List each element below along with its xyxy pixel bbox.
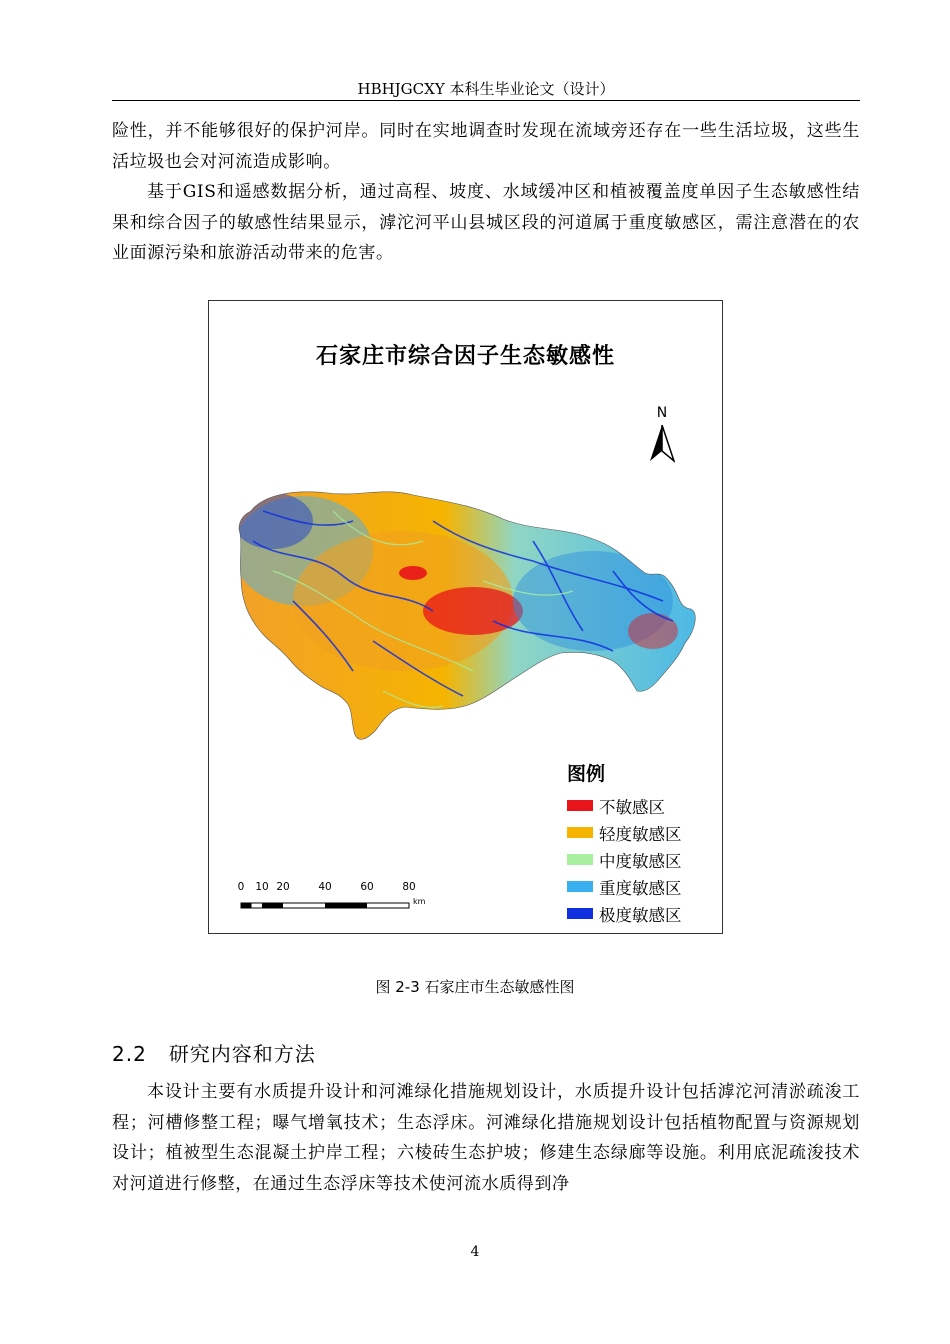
- page-number: 4: [470, 1244, 480, 1260]
- map-title: 石家庄市综合因子生态敏感性: [315, 344, 615, 369]
- paragraph-3: 本设计主要有水质提升设计和河滩绿化措施规划设计，水质提升设计包括滹沱河清淤疏浚工程；河槽修整工程；曝气增氧技术；生态浮床。河滩绿化措施规划设计包括植物配置与资源规划设计；植被型生态混凝土护岸工程；六棱砖生态护坡；修建生态绿廊等设施。利用底泥疏浚技术对河道进行修整，在通过生态浮床等技术使河流水质得到净: [112, 1082, 860, 1194]
- scale-bar-graphic: [237, 902, 417, 910]
- legend-item: [567, 846, 682, 873]
- section-number: 2.2: [112, 1042, 147, 1066]
- legend-item: [567, 819, 682, 846]
- north-arrow: [647, 405, 677, 465]
- map-figure: [208, 300, 723, 934]
- north-arrow-icon: [649, 425, 675, 463]
- scale-tick-label: 40: [318, 881, 332, 893]
- scale-tick-label: 10: [255, 881, 269, 893]
- legend-swatch: [567, 800, 593, 811]
- legend-item: [567, 792, 682, 819]
- scale-bar: [237, 881, 447, 914]
- legend-label: 重度敏感区: [599, 878, 682, 898]
- legend-swatch: [567, 827, 593, 838]
- paragraph-2: 基于GIS和遥感数据分析，通过高程、坡度、水域缓冲区和植被覆盖度单因子生态敏感性结果和综合因子的敏感性结果显示，滹沱河平山县城区段的河道属于重度敏感区，需注意潜在的农业面源污染和旅游活动带来的危害。: [112, 182, 860, 263]
- legend-label: 中度敏感区: [599, 851, 682, 871]
- map-legend: [567, 759, 682, 927]
- header-rule: [112, 100, 860, 101]
- section-title: 研究内容和方法: [168, 1042, 316, 1066]
- legend-label: 极度敏感区: [599, 905, 682, 925]
- north-label: N: [656, 405, 668, 421]
- scale-tick-label: 60: [360, 881, 374, 893]
- legend-label: 轻度敏感区: [599, 824, 682, 844]
- page-header: HBHJGCXY 本科生毕业论文（设计）: [357, 80, 615, 98]
- scale-unit: km: [413, 897, 426, 906]
- scale-tick-label: 20: [276, 881, 290, 893]
- legend-item: [567, 900, 682, 927]
- legend-title: 图例: [567, 763, 606, 785]
- legend-swatch: [567, 881, 593, 892]
- legend-swatch: [567, 908, 593, 919]
- legend-label: 不敏感区: [599, 797, 665, 817]
- figure-caption: 图 2-3 石家庄市生态敏感性图: [375, 978, 575, 996]
- scale-tick-label: 80: [402, 881, 416, 893]
- legend-swatch: [567, 854, 593, 865]
- scale-tick-label: 0: [237, 881, 245, 893]
- sensitivity-map: [233, 481, 703, 761]
- legend-item: [567, 873, 682, 900]
- paragraph-1: 险性，并不能够很好的保护河岸。同时在实地调查时发现在流域旁还存在一些生活垃圾，这些生活垃圾也会对河流造成影响。: [112, 121, 860, 172]
- scale-labels: [237, 881, 447, 895]
- section-heading: [112, 1038, 316, 1067]
